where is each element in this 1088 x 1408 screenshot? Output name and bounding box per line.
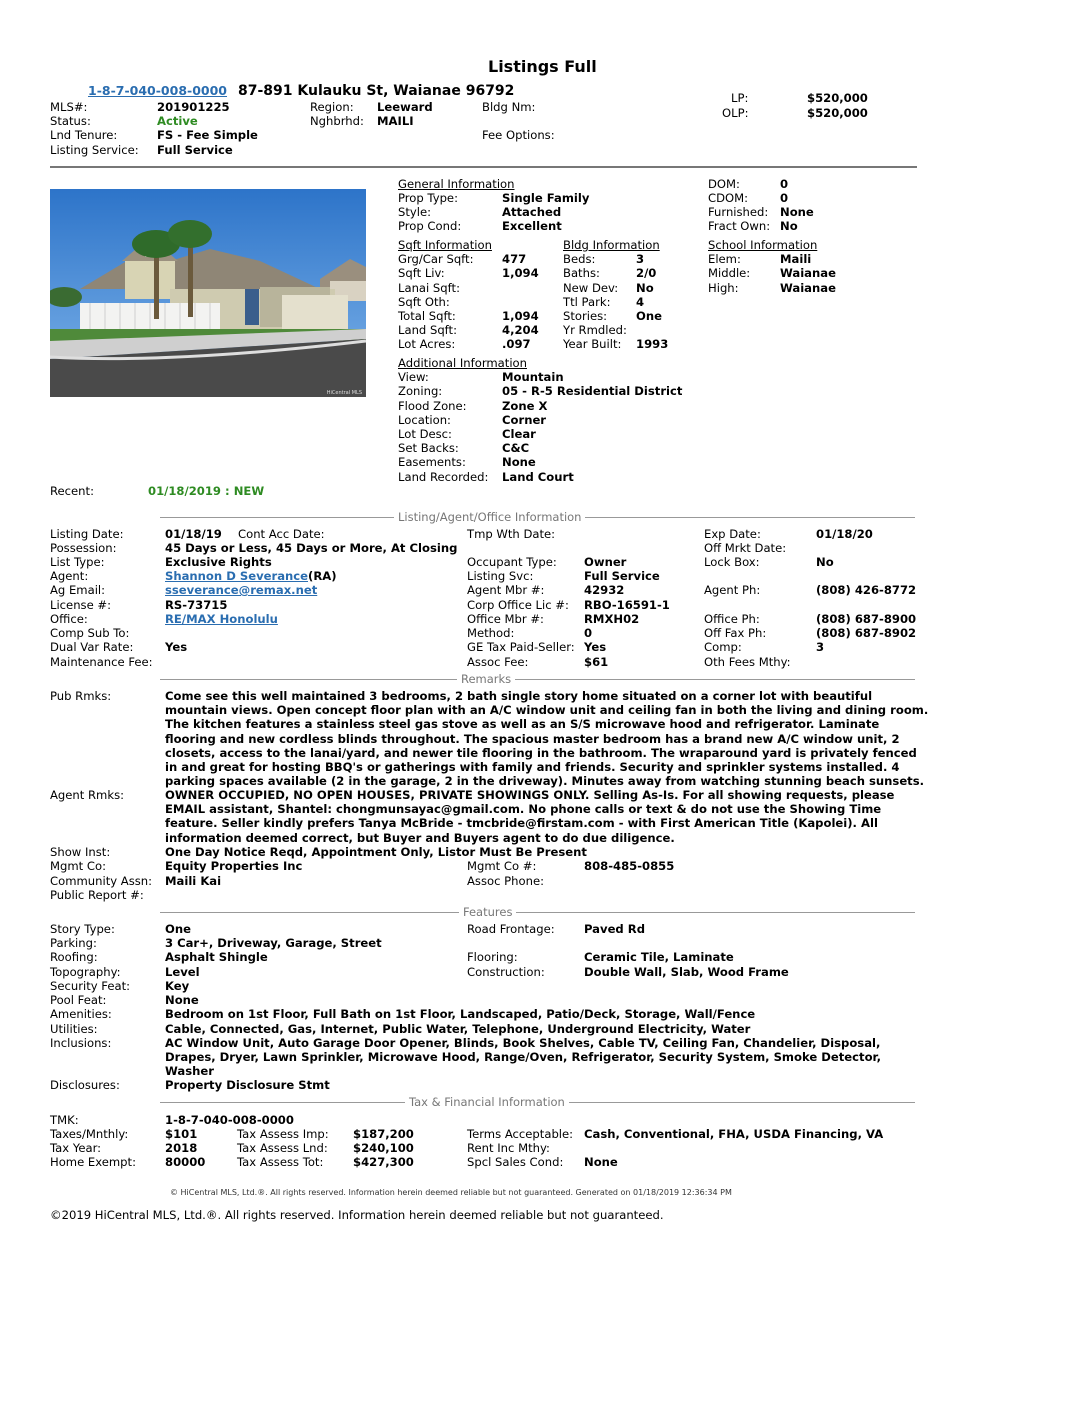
home-exempt-label: Home Exempt: (50, 1155, 136, 1169)
community-assn-label: Community Assn: (50, 874, 153, 888)
mls-number: 201901225 (157, 100, 230, 114)
dom-value: 0 (780, 177, 789, 191)
tax-assess-tot-label: Tax Assess Tot: (237, 1155, 324, 1169)
fract-own-value: No (780, 219, 798, 233)
pub-rmks-label: Pub Rmks: (50, 689, 112, 703)
inclusions-value: AC Window Unit, Auto Garage Door Opener, Blinds, Book Shelves, Cable TV, Ceiling Fan, Chandelier, Disposal, Drapes, Dryer, Lawn Sprinkler, Microwave Hood, Range/Oven, Refrigerator, Security System, Smoke Detector, Washer (165, 1036, 881, 1079)
header-divider (50, 166, 917, 168)
tmk-label: TMK: (50, 1113, 79, 1127)
land-sqft-label: Land Sqft: (398, 323, 458, 337)
elem-label: Elem: (708, 252, 741, 266)
disclosures-value: Property Disclosure Stmt (165, 1078, 330, 1092)
assoc-phone-label: Assoc Phone: (467, 874, 544, 888)
agent-name-group (165, 569, 337, 583)
mgmt-co-value: Equity Properties Inc (165, 859, 303, 873)
nghbrhd-label: Nghbrhd: (310, 114, 364, 128)
spcl-sales-cond-value: None (584, 1155, 618, 1169)
community-assn-value: Maili Kai (165, 874, 222, 888)
tmk-link[interactable]: 1-8-7-040-008-0000 (88, 83, 228, 98)
office-ph-label: Office Ph: (704, 612, 760, 626)
possession-label: Possession: (50, 541, 117, 555)
parking-value: 3 Car+, Driveway, Garage, Street (165, 936, 382, 950)
security-feat-value: Key (165, 979, 190, 993)
new-dev-value: No (636, 281, 654, 295)
stories-value: One (636, 309, 662, 323)
list-type-label: List Type: (50, 555, 105, 569)
bldg-name-label: Bldg Nm: (482, 100, 536, 114)
agent-label: Agent: (50, 569, 89, 583)
listing-date-value: 01/18/19 (165, 527, 222, 541)
prop-cond-value: Excellent (502, 219, 562, 233)
service-value: Full Service (157, 143, 233, 157)
features-heading: Features (459, 905, 516, 919)
dual-var-rate-label: Dual Var Rate: (50, 640, 134, 654)
amenities-label: Amenities: (50, 1007, 112, 1021)
corp-office-lic-label: Corp Office Lic #: (467, 598, 569, 612)
sqft-oth-label: Sqft Oth: (398, 295, 450, 309)
agent-mbr-label: Agent Mbr #: (467, 583, 545, 597)
lp-label: LP: (731, 91, 749, 105)
remarks-heading: Remarks (457, 672, 515, 686)
remarks-divider (160, 679, 915, 680)
agent-ph-value: (808) 426-8772 (816, 583, 917, 597)
ag-email-label: Ag Email: (50, 583, 106, 597)
tenure-label: Lnd Tenure: (50, 128, 118, 142)
tax-assess-imp-label: Tax Assess Imp: (237, 1127, 329, 1141)
security-feat-label: Security Feat: (50, 979, 131, 993)
construction-label: Construction: (467, 965, 545, 979)
corp-office-lic-value: RBO-16591-1 (584, 598, 670, 612)
sqft-liv-value: 1,094 (502, 266, 539, 280)
beds-value: 3 (636, 252, 645, 266)
year-built-label: Year Built: (563, 337, 622, 351)
construction-value: Double Wall, Slab, Wood Frame (584, 965, 789, 979)
prop-cond-label: Prop Cond: (398, 219, 462, 233)
license-value: RS-73715 (165, 598, 228, 612)
photo-watermark: HiCentral MLS (326, 390, 362, 396)
taxes-mnthly-value: $101 (165, 1127, 198, 1141)
lot-desc-label: Lot Desc: (398, 427, 452, 441)
lot-acres-label: Lot Acres: (398, 337, 456, 351)
region-value: Leeward (377, 100, 433, 114)
roofing-value: Asphalt Shingle (165, 950, 268, 964)
office-mbr-value: RMXH02 (584, 612, 640, 626)
high-value: Waianae (780, 281, 836, 295)
agent-designation: (RA) (308, 569, 337, 583)
topography-label: Topography: (50, 965, 121, 979)
elem-value: Maili (780, 252, 812, 266)
terms-acceptable-label: Terms Acceptable: (467, 1127, 574, 1141)
oth-fees-label: Oth Fees Mthy: (704, 655, 791, 669)
page-title: Listings Full (488, 57, 597, 76)
story-type-value: One (165, 922, 191, 936)
utilities-value: Cable, Connected, Gas, Internet, Public Water, Telephone, Underground Electricity, Water (165, 1022, 751, 1036)
features-divider (160, 912, 915, 913)
olp-label: OLP: (722, 106, 749, 120)
tax-assess-tot-value: $427,300 (353, 1155, 414, 1169)
tax-assess-lnd-label: Tax Assess Lnd: (237, 1141, 328, 1155)
beds-label: Beds: (563, 252, 596, 266)
amenities-value: Bedroom on 1st Floor, Full Bath on 1st Floor, Landscaped, Patio/Deck, Storage, Wall/Fence (165, 1007, 756, 1021)
furnished-value: None (780, 205, 814, 219)
office-mbr-label: Office Mbr #: (467, 612, 544, 626)
spcl-sales-cond-label: Spcl Sales Cond: (467, 1155, 564, 1169)
total-sqft-value: 1,094 (502, 309, 539, 323)
land-recorded-value: Land Court (502, 470, 574, 484)
easements-label: Easements: (398, 455, 466, 469)
style-value: Attached (502, 205, 562, 219)
lock-box-value: No (816, 555, 834, 569)
style-label: Style: (398, 205, 432, 219)
tax-year-label: Tax Year: (50, 1141, 102, 1155)
ge-tax-label: GE Tax Paid-Seller: (467, 640, 575, 654)
public-remarks: Come see this well maintained 3 bedrooms, 2 bath single story home situated on a corner lot with beautiful mountain views. Open concept floor plan with an A/C window unit and ceiling fan in both the living and dining room. The kitchen features a stainless steel gas stove as well as an S/S microwave hood and refrigerator. Laminate flooring and new cordless blinds throughout. The spacious master bedroom has a brand new A/C window unit, 2 closets, access to the lanai/yard, and newer tile flooring in the bathroom. The wraparound yard is privately fenced in and great for hosting BBQ's or gatherings with family and friends. Security and sprinkler systems installed. 4 parking spaces available (2 in the garage, 2 in the driveway). Minutes away from watching stunning beach sunsets. (165, 689, 929, 789)
fract-own-label: Fract Own: (708, 219, 771, 233)
flood-zone-label: Flood Zone: (398, 399, 467, 413)
agent-remarks: OWNER OCCUPIED, NO OPEN HOUSES, PRIVATE SHOWINGS ONLY. Selling As-Is. For all showing requests, please EMAIL assistant, Shantel: chongmunsayac@gmail.com. No phone calls or text & do not use the Showing Time feature. Seller kindly prefers Tanya McBride - tmcbride@firstam.com - with First American Title (Kapolei). All information deemed correct, but Buyer and Buyers agent to do due diligence. (165, 788, 895, 845)
mgmt-co-no-label: Mgmt Co #: (467, 859, 537, 873)
middle-value: Waianae (780, 266, 836, 280)
agent-rmks-label: Agent Rmks: (50, 788, 125, 802)
roofing-label: Roofing: (50, 950, 98, 964)
tenure-value: FS - Fee Simple (157, 128, 258, 142)
additional-info-heading: Additional Information (398, 356, 527, 370)
assoc-fee-value: $61 (584, 655, 609, 669)
agent-section-heading: Listing/Agent/Office Information (394, 510, 585, 524)
assoc-fee-label: Assoc Fee: (467, 655, 529, 669)
tmp-wth-date-label: Tmp Wth Date: (467, 527, 556, 541)
school-info-heading: School Information (708, 238, 818, 252)
lot-desc-value: Clear (502, 427, 536, 441)
tax-year-value: 2018 (165, 1141, 198, 1155)
set-backs-value: C&C (502, 441, 530, 455)
occupant-type-label: Occupant Type: (467, 555, 557, 569)
total-sqft-label: Total Sqft: (398, 309, 456, 323)
prop-type-value: Single Family (502, 191, 590, 205)
lot-acres-value: .097 (502, 337, 531, 351)
parking-label: Parking: (50, 936, 97, 950)
topography-value: Level (165, 965, 200, 979)
sqft-info-heading: Sqft Information (398, 238, 492, 252)
possession-value: 45 Days or Less, 45 Days or More, At Closing (165, 541, 458, 555)
baths-value: 2/0 (636, 266, 657, 280)
comp-value: 3 (816, 640, 825, 654)
exp-date-value: 01/18/20 (816, 527, 873, 541)
grg-sqft-value: 477 (502, 252, 527, 266)
high-label: High: (708, 281, 739, 295)
fee-options-label: Fee Options: (482, 128, 555, 142)
pool-feat-label: Pool Feat: (50, 993, 107, 1007)
middle-label: Middle: (708, 266, 751, 280)
story-type-label: Story Type: (50, 922, 115, 936)
grg-sqft-label: Grg/Car Sqft: (398, 252, 474, 266)
taxes-mnthly-label: Taxes/Mnthly: (50, 1127, 129, 1141)
property-photo (50, 189, 366, 397)
view-label: View: (398, 370, 429, 384)
generated-footer: © HiCentral MLS, Ltd.®. All rights reserved. Information herein deemed reliable but not guaranteed. Generated on 01/18/2019 12:36:34 PM (170, 1188, 732, 1197)
road-frontage-value: Paved Rd (584, 922, 645, 936)
method-label: Method: (467, 626, 515, 640)
general-info-heading: General Information (398, 177, 515, 191)
tmk-value: 1-8-7-040-008-0000 (165, 1113, 294, 1127)
agent-ph-label: Agent Ph: (704, 583, 761, 597)
new-dev-label: New Dev: (563, 281, 619, 295)
copyright-footer: ©2019 HiCentral MLS, Ltd.®. All rights reserved. Information herein deemed reliable but not guaranteed. (50, 1208, 664, 1222)
bldg-info-heading: Bldg Information (563, 238, 660, 252)
exp-date-label: Exp Date: (704, 527, 761, 541)
listing-svc-value: Full Service (584, 569, 660, 583)
agent-name-link[interactable]: Shannon D Severance (165, 569, 309, 583)
mgmt-co-label: Mgmt Co: (50, 859, 106, 873)
lanai-sqft-label: Lanai Sqft: (398, 281, 460, 295)
tax-heading: Tax & Financial Information (405, 1095, 569, 1109)
show-inst-value: One Day Notice Reqd, Appointment Only, Listor Must Be Present (165, 845, 587, 859)
status-label: Status: (50, 114, 91, 128)
inclusions-label: Inclusions: (50, 1036, 112, 1050)
lp-value: $520,000 (807, 91, 868, 105)
year-built-value: 1993 (636, 337, 669, 351)
comp-label: Comp: (704, 640, 742, 654)
ttl-park-value: 4 (636, 295, 645, 309)
comp-sub-to-label: Comp Sub To: (50, 626, 130, 640)
listing-date-label: Listing Date: (50, 527, 124, 541)
tax-assess-lnd-value: $240,100 (353, 1141, 414, 1155)
agent-mbr-value: 42932 (584, 583, 625, 597)
baths-label: Baths: (563, 266, 600, 280)
ge-tax-value: Yes (584, 640, 607, 654)
easements-value: None (502, 455, 536, 469)
agent-email-link[interactable]: sseverance@remax.net (165, 583, 318, 597)
service-label: Listing Service: (50, 143, 139, 157)
olp-value: $520,000 (807, 106, 868, 120)
road-frontage-label: Road Frontage: (467, 922, 555, 936)
recent-label: Recent: (50, 484, 94, 498)
location-value: Corner (502, 413, 547, 427)
cdom-label: CDOM: (708, 191, 749, 205)
show-inst-label: Show Inst: (50, 845, 111, 859)
tax-assess-imp-value: $187,200 (353, 1127, 414, 1141)
prop-type-label: Prop Type: (398, 191, 458, 205)
terms-acceptable-value: Cash, Conventional, FHA, USDA Financing, VA (584, 1127, 884, 1141)
nghbrhd-value: MAILI (377, 114, 414, 128)
yr-rmdled-label: Yr Rmdled: (563, 323, 627, 337)
office-link[interactable]: RE/MAX Honolulu (165, 612, 278, 626)
home-exempt-value: 80000 (165, 1155, 206, 1169)
ttl-park-label: Ttl Park: (563, 295, 611, 309)
recent-value: 01/18/2019 : NEW (148, 484, 265, 498)
mgmt-co-no-value: 808-485-0855 (584, 859, 675, 873)
dual-var-rate-value: Yes (165, 640, 188, 654)
off-mrkt-date-label: Off Mrkt Date: (704, 541, 787, 555)
cont-acc-date-label: Cont Acc Date: (238, 527, 325, 541)
rent-inc-label: Rent Inc Mthy: (467, 1141, 550, 1155)
pool-feat-value: None (165, 993, 199, 1007)
view-value: Mountain (502, 370, 564, 384)
method-value: 0 (584, 626, 593, 640)
dom-label: DOM: (708, 177, 740, 191)
flood-zone-value: Zone X (502, 399, 548, 413)
sqft-liv-label: Sqft Liv: (398, 266, 445, 280)
cdom-value: 0 (780, 191, 789, 205)
flooring-label: Flooring: (467, 950, 518, 964)
list-type-value: Exclusive Rights (165, 555, 272, 569)
off-fax-value: (808) 687-8902 (816, 626, 917, 640)
office-label: Office: (50, 612, 88, 626)
status-value: Active (157, 114, 198, 128)
flooring-value: Ceramic Tile, Laminate (584, 950, 734, 964)
listing-svc-label: Listing Svc: (467, 569, 534, 583)
land-sqft-value: 4,204 (502, 323, 539, 337)
off-fax-label: Off Fax Ph: (704, 626, 767, 640)
land-recorded-label: Land Recorded: (398, 470, 489, 484)
utilities-label: Utilities: (50, 1022, 98, 1036)
mls-label: MLS#: (50, 100, 88, 114)
zoning-value: 05 - R-5 Residential District (502, 384, 683, 398)
lock-box-label: Lock Box: (704, 555, 760, 569)
furnished-label: Furnished: (708, 205, 769, 219)
stories-label: Stories: (563, 309, 608, 323)
region-label: Region: (310, 100, 354, 114)
set-backs-label: Set Backs: (398, 441, 459, 455)
zoning-label: Zoning: (398, 384, 443, 398)
property-address: 87-891 Kulauku St, Waianae 96792 (238, 83, 515, 99)
occupant-type-value: Owner (584, 555, 627, 569)
disclosures-label: Disclosures: (50, 1078, 120, 1092)
license-label: License #: (50, 598, 112, 612)
location-label: Location: (398, 413, 451, 427)
office-ph-value: (808) 687-8900 (816, 612, 917, 626)
maintenance-fee-label: Maintenance Fee: (50, 655, 153, 669)
public-report-label: Public Report #: (50, 888, 144, 902)
